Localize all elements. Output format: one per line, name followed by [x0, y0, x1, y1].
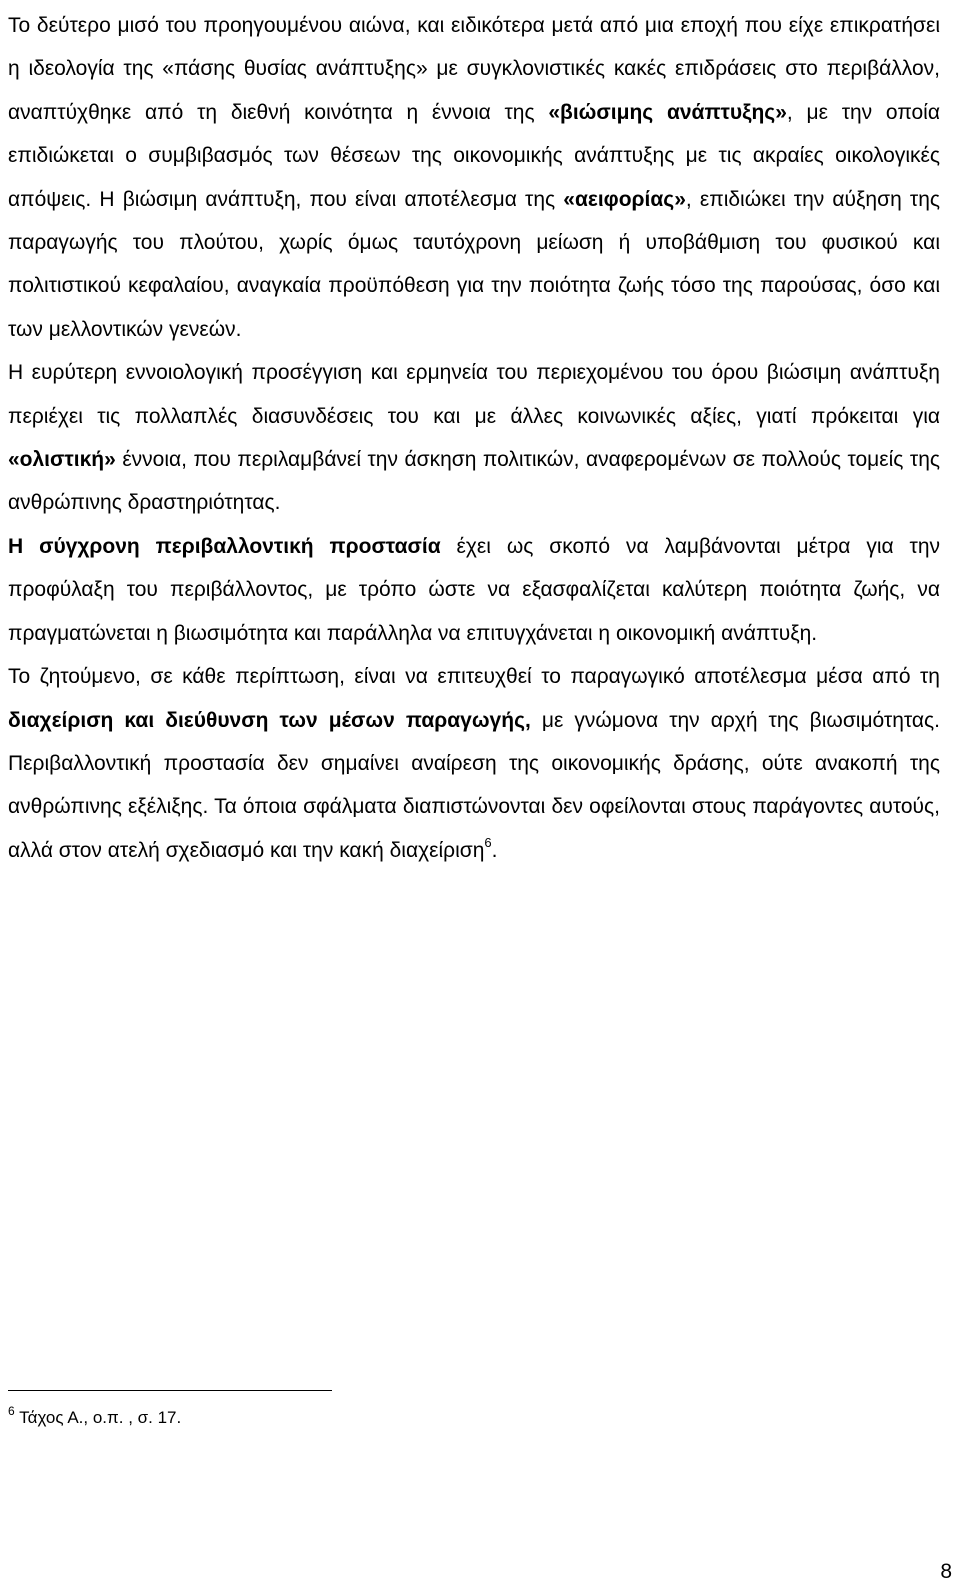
- paragraph-management: [8, 655, 940, 872]
- paragraph-text: Το δεύτερο μισό του προηγουμένου αιώνα, και ειδικότερα μετά από μια εποχή που είχε επικρατήσει η ιδεολογία της «πάσης θυσίας ανάπτυξης» με συγκλονιστικές κακές επιδράσεις στο περιβάλλον, αναπτύχθηκε από τη διεθνή κοινότητα η έννοια της: [8, 14, 940, 124]
- paragraph-text: έννοια, που περιλαμβάνεί την άσκηση πολιτικών, αναφερομένων σε πολλούς τομείς της ανθρώπινης δραστηριότητας.: [8, 448, 940, 515]
- bold-term-holistic: «ολιστική»: [8, 448, 116, 472]
- footnote-reference: 6: [484, 834, 492, 850]
- paragraph-environmental-protection: [8, 525, 940, 655]
- paragraph-text: με γνώμονα την αρχή της βιωσιμότητας. Περιβαλλοντική προστασία δεν σημαίνει αναίρεση της οικονομικής δράσης, ούτε ανακοπή της ανθρώπινης εξέλιξης. Τα όποια σφάλματα διαπιστώνονται δεν οφείλονται στους παράγοντες αυτούς, αλλά στον ατελή σχεδιασμό και την κακή διαχείριση: [8, 708, 940, 862]
- footnote-text: Τάχος Α., ο.π. , σ. 17.: [14, 1408, 182, 1427]
- paragraph-text: Η ευρύτερη εννοιολογική προσέγγιση και ερμηνεία του περιεχομένου του όρου βιώσιμη ανάπτυξη περιέχει τις πολλαπλές διασυνδέσεις του και με άλλες κοινωνικές αξίες, γιατί πρόκειται για: [8, 361, 940, 428]
- bold-term-aeiforia: «αειφορίας»: [563, 187, 686, 211]
- paragraph-text: .: [491, 838, 498, 862]
- paragraph-holistic-concept: [8, 351, 940, 525]
- body-text: [8, 4, 940, 872]
- paragraph-text: , με την οποία επιδιώκεται ο συμβιβασμός των θέσεων της οικονομικής ανάπτυξης με τις ακραίες οικολογικές απόψεις. Η βιώσιμη ανάπτυξη, που είναι αποτέλεσμα της: [8, 100, 940, 211]
- paragraph-text: Το ζητούμενο, σε κάθε περίπτωση, είναι να επιτευχθεί το παραγωγικό αποτέλεσμα μέσα από τη: [8, 665, 940, 689]
- paragraph-text: , επιδιώκει την αύξηση της παραγωγής του πλούτου, χωρίς όμως ταυτόχρονη μείωση ή υποβάθμιση του φυσικού και πολιτιστικού κεφαλαίου, αναγκαία προϋπόθεση για την ποιότητα ζωής τόσο της παρούσας, όσο και των μελλοντικών γενεών.: [8, 187, 940, 341]
- bold-term-environmental-protection: Η σύγχρονη περιβαλλοντική προστασία: [8, 534, 441, 558]
- bold-term-management: διαχείριση και διεύθυνση των μέσων παραγωγής,: [8, 708, 531, 732]
- footnote: [8, 1406, 181, 1430]
- paragraph-sustainable-development: [8, 4, 940, 351]
- footnote-marker: 6: [8, 1404, 15, 1419]
- bold-term-sustainable-development: «βιώσιμης ανάπτυξης»: [548, 100, 787, 124]
- footnote-separator: [8, 1390, 332, 1391]
- paragraph-text: έχει ως σκοπό να λαμβάνονται μέτρα για την προφύλαξη του περιβάλλοντος, με τρόπο ώστε να εξασφαλίζεται καλύτερη ποιότητα ζωής, να πραγματώνεται η βιωσιμότητα και παράλληλα να επιτυγχάνεται η οικονομική ανάπτυξη.: [8, 534, 941, 645]
- page-number: 8: [940, 1560, 952, 1583]
